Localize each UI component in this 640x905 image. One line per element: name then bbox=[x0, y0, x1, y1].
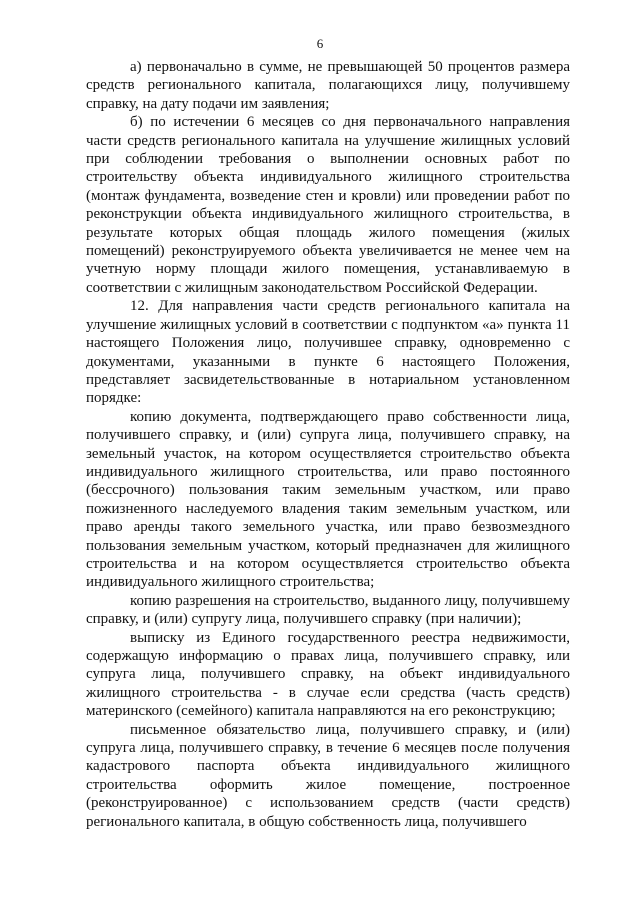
page-number: 6 bbox=[316, 36, 324, 51]
paragraph-construction-permit-copy: копию разрешения на строительство, выданного лицу, получившему справку, и (или) супругу лица, получившего справку (при наличии); bbox=[86, 592, 570, 628]
paragraph-a-initial-amount: а) первоначально в сумме, не превышающей 50 процентов размера средств регионального капитала, полагающихся лицу, получившему справку, на дату подачи им заявления; bbox=[86, 59, 570, 112]
paragraph-land-ownership-copy: копию документа, подтверждающего право собственности лица, получившего справку, и (или) супруга лица, получившего справку, на земельный участок, на котором осуществляется строительство объекта индивидуального жилищного строительства, или право постоянного (бессрочного) пользования таким земельным участком, или право пожизненного наследуемого владения таким земельным участком, или право аренды такого земельного участка, или право безвозмездного пользования земельным участком, который предназначен для жилищного строительства и на котором осуществляется строительство объекта индивидуального жилищного строительства; bbox=[86, 408, 570, 591]
paragraph-registry-extract: выписку из Единого государственного реестра недвижимости, содержащую информацию о правах лица, получившего справку, или супруга лица, получившего справку, на объект индивидуального жилищного строительства - в случае если средства (часть средств) материнского (семейного) капитала направляются на его реконструкцию; bbox=[86, 629, 570, 720]
paragraph-item-12: 12. Для направления части средств регионального капитала на улучшение жилищных условий в соответствии с подпунктом «а» пункта 11 настоящего Положения лицо, получившее справку, одновременно с документами, указанными в пункте 6 настоящего Положения, представляет засвидетельствованные в нотариальном установленном порядке: bbox=[86, 298, 570, 407]
paragraph-b-after-6-months: б) по истечении 6 месяцев со дня первоначального направления части средств регионального капитала на улучшение жилищных условий при соблюдении требования о выполнении основных работ по строительству объекта индивидуального жилищного строительства (монтаж фундамента, возведение стен и кровли) или проведении работ по реконструкции объекта индивидуального жилищного строительства, в результате которых общая площадь жилого помещения (жилых помещений) реконструируемого объекта увеличивается не менее чем на учетную норму площади жилого помещения, устанавливаемую в соответствии с жилищным законодательством Российской Федерации. bbox=[86, 114, 570, 296]
document-body bbox=[86, 58, 570, 831]
paragraph-written-obligation: письменное обязательство лица, получившего справку, и (или) супруга лица, получившего справку, в течение 6 месяцев после получения кадастрового паспорта объекта индивидуального жилищного строительства оформить жилое помещение, построенное (реконструированное) с использованием средств (части средств) регионального капитала, в общую собственность лица, получившего bbox=[86, 721, 570, 830]
